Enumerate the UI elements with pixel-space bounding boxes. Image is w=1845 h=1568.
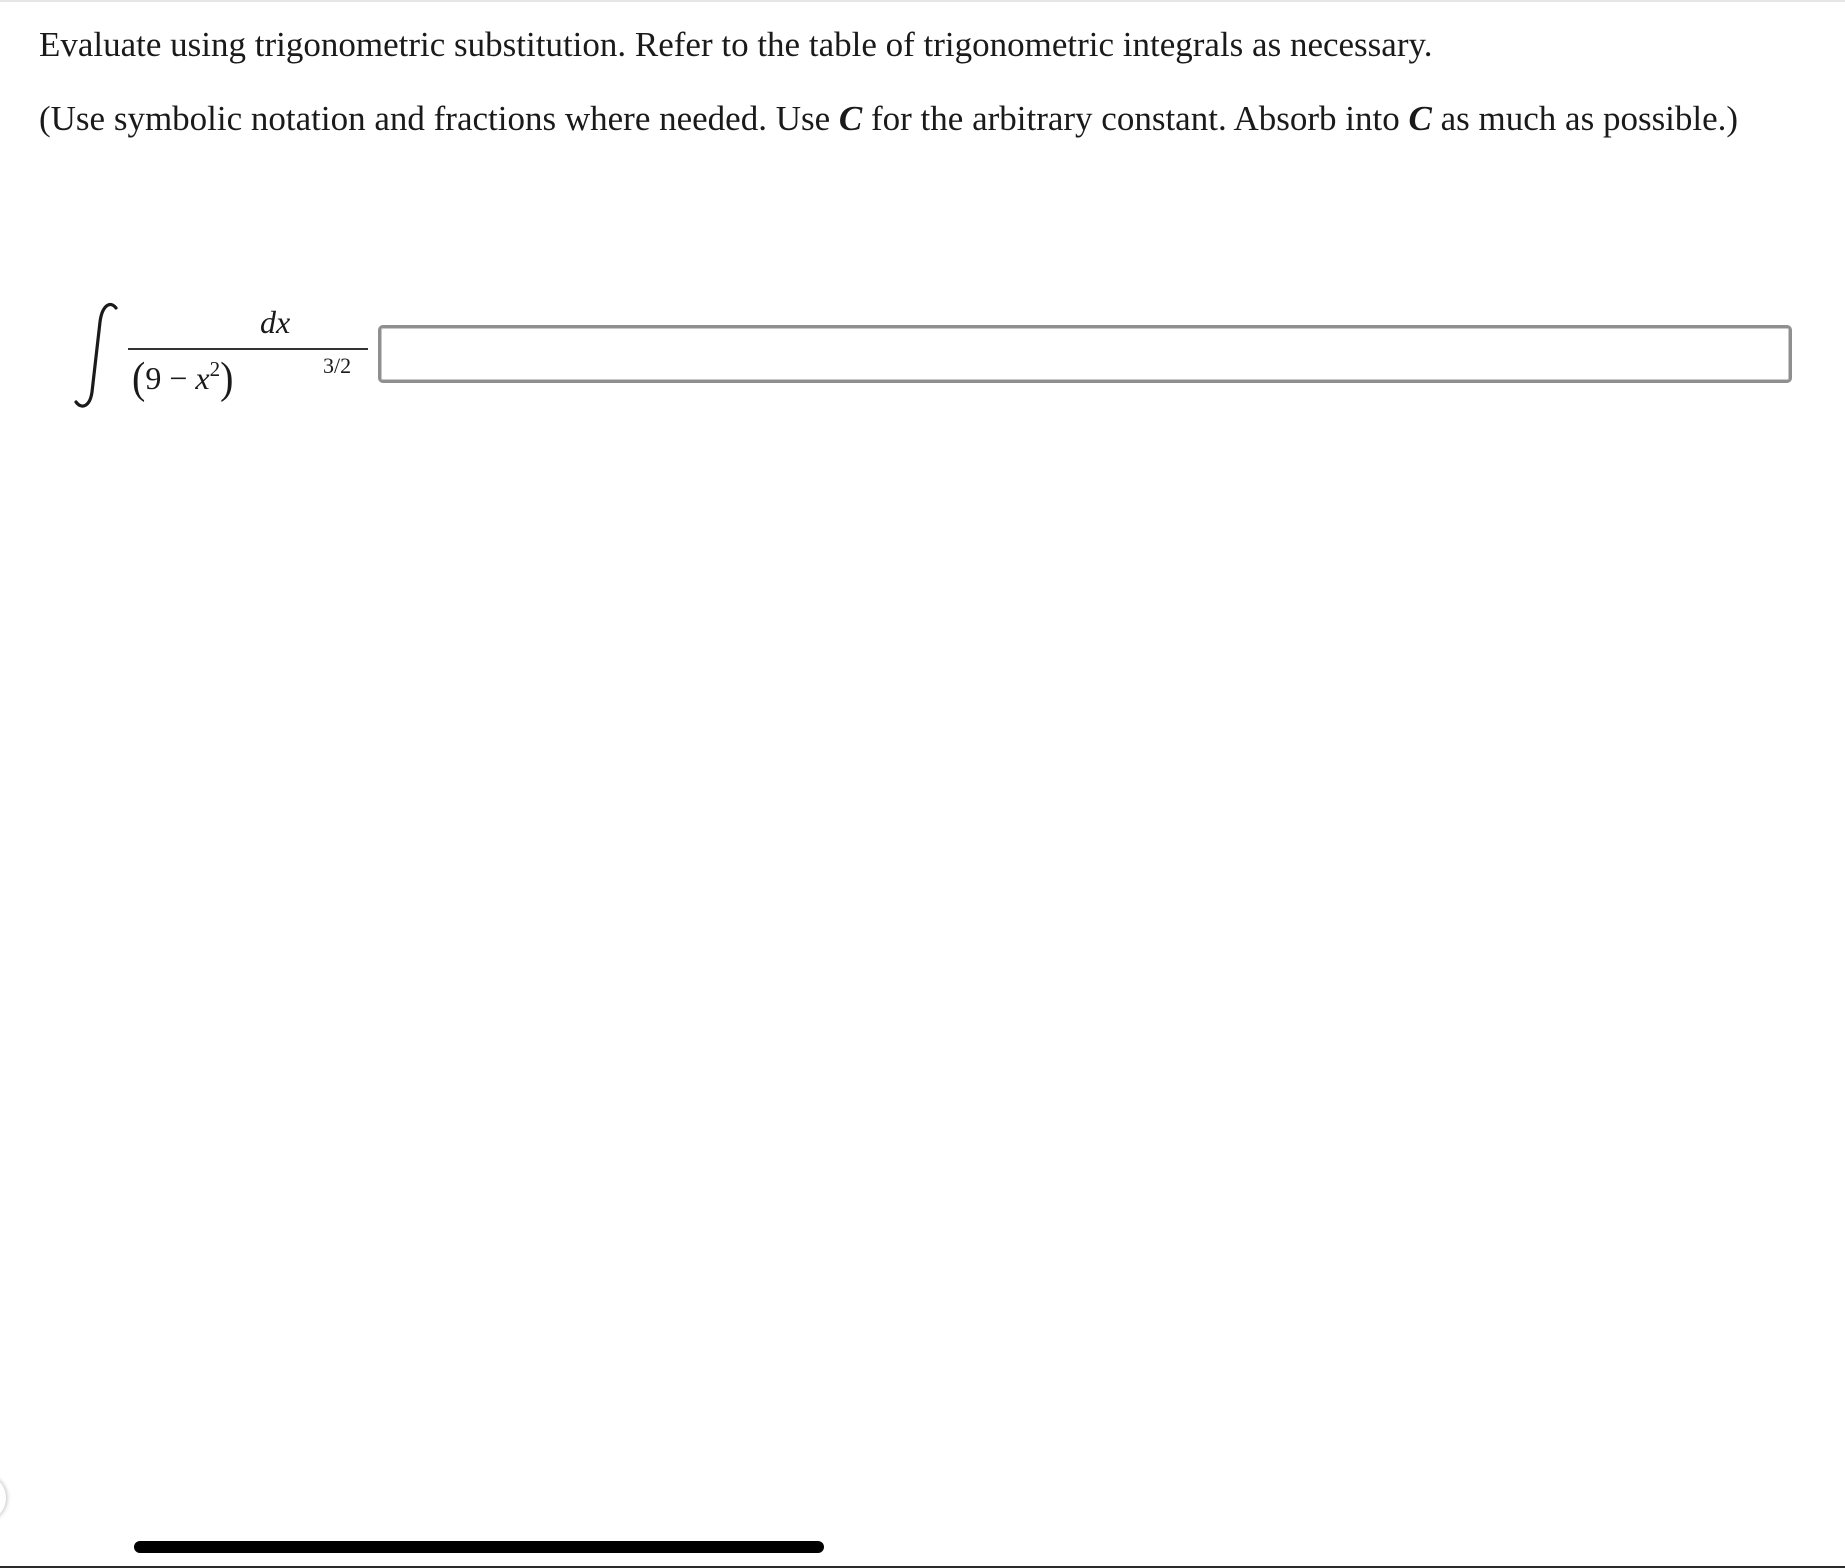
home-indicator-bar[interactable] [134,1541,824,1553]
top-divider [0,0,1845,2]
integral-expression [70,290,360,430]
answer-input[interactable] [378,325,1792,383]
instruction-line-1: Evaluate using trigonometric substitution. Refer to the table of trigonometric integrals as necessary. [39,25,1433,64]
integral-sign-icon [70,300,130,410]
instruction-line-2 [39,98,1738,140]
fraction-bar [128,348,368,350]
constant-symbol: C [1408,99,1432,138]
instruction-text-b: for the arbitrary constant. Absorb into [862,99,1409,138]
denominator-exponent: 3/2 [323,353,352,378]
denominator-constant: 9 − [145,360,196,396]
close-paren: ) [220,352,234,403]
fraction-numerator: dx [260,304,291,340]
side-panel-handle[interactable] [0,1474,6,1522]
instruction-text-a: (Use symbolic notation and fractions where needed. Use [39,99,839,138]
variable-power: 2 [209,357,221,381]
denominator-variable: x [195,360,210,396]
open-paren: ( [132,352,146,403]
fraction-denominator [132,354,233,401]
constant-symbol: C [838,99,863,138]
instruction-text-c: as much as possible.) [1431,99,1739,138]
